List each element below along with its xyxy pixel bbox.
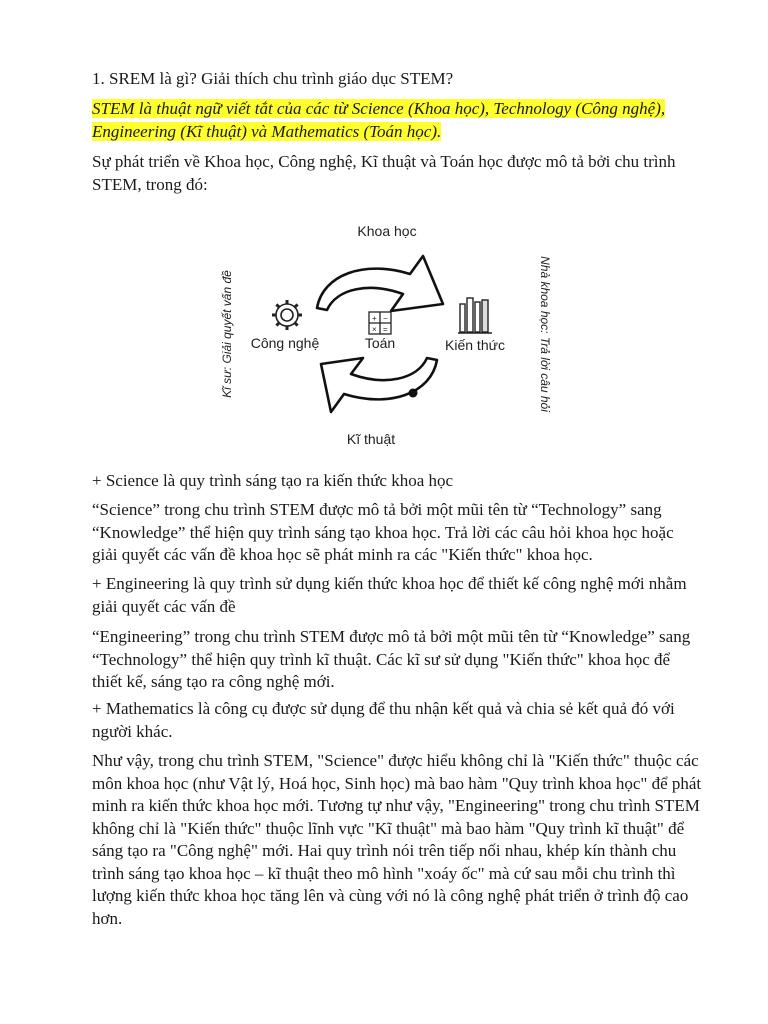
svg-text:×: ×: [372, 325, 377, 334]
engineering-arrow: [321, 358, 437, 412]
label-cong-nghe: Công nghệ: [250, 335, 320, 351]
label-engineer-vertical: Kĩ sư: Giải quyết vấn đề: [220, 270, 234, 398]
label-kien-thuc: Kiến thức: [445, 337, 505, 353]
calculator-icon: [369, 312, 391, 334]
gear-icon: [272, 300, 302, 330]
label-khoa-hoc: Khoa học: [357, 223, 417, 239]
intro-paragraph: Sự phát triển về Khoa học, Công nghệ, Kĩ thuật và Toán học được mô tả bởi chu trình STEM, trong đó:: [92, 152, 676, 194]
definition-text: STEM là thuật ngữ viết tắt của các từ Science (Khoa học), Technology (Công nghệ), Engineering (Kĩ thuật) và Mathematics (Toán học).: [92, 99, 666, 141]
svg-text:−: −: [383, 314, 388, 323]
stem-cycle-diagram: [205, 212, 565, 457]
science-title: + Science là quy trình sáng tạo ra kiến thức khoa học: [92, 471, 454, 490]
label-toan: Toán: [364, 335, 396, 351]
math-title: + Mathematics là công cụ được sử dụng để thu nhận kết quả và chia sẻ kết quả đó với người khác.: [92, 699, 675, 741]
books-icon: [458, 298, 492, 333]
label-ki-thuat: Kĩ thuật: [346, 431, 396, 447]
engineering-body: “Engineering” trong chu trình STEM được mô tả bởi một mũi tên từ “Knowledge” sang “Technology” thể hiện quy trình kĩ thuật. Các kĩ sư sử dụng "Kiến thức" khoa học để thiết kế, sáng tạo ra công nghệ mới.: [92, 627, 691, 691]
science-arrow: [317, 256, 443, 311]
question-heading: 1. SREM là gì? Giải thích chu trình giáo dục STEM?: [92, 69, 454, 88]
engineering-dot: [409, 389, 418, 398]
label-scientist-vertical: Nhà khoa học: Trả lời câu hỏi: [538, 256, 552, 412]
svg-text:=: =: [383, 325, 388, 334]
conclusion-paragraph: Như vậy, trong chu trình STEM, "Science" được hiểu không chỉ là "Kiến thức" thuộc các môn khoa học (như Vật lý, Hoá học, Sinh học) mà bao hàm "Quy trình khoa học" để phát minh ra kiến thức khoa học mới. Tương tự như vậy, "Engineering" trong chu trình STEM không chỉ là "Kiến thức" thuộc lĩnh vực "Kĩ thuật" mà bao hàm "Quy trình kĩ thuật" để sáng tạo ra "Công nghệ" mới. Hai quy trình nói trên tiếp nối nhau, khép kín thành chu trình sáng tạo khoa học – kĩ thuật theo mô hình "xoáy ốc" mà cứ sau mỗi chu trình thì lượng kiến thức khoa học tăng lên và cùng với nó là công nghệ phát triển ở trình độ cao hơn.: [92, 751, 702, 928]
science-body: “Science” trong chu trình STEM được mô tả bởi một mũi tên từ “Technology” sang “Knowledge” thể hiện quy trình sáng tạo khoa học. Trả lời các câu hỏi khoa học hoặc giải quyết các vấn đề khoa học sẽ phát minh ra các "Kiến thức" khoa học.: [92, 500, 674, 564]
highlighted-definition: [92, 98, 702, 143]
engineering-title: + Engineering là quy trình sử dụng kiến thức khoa học để thiết kế công nghệ mới nhằm giải quyết các vấn đề: [92, 574, 687, 616]
svg-text:+: +: [372, 314, 377, 323]
